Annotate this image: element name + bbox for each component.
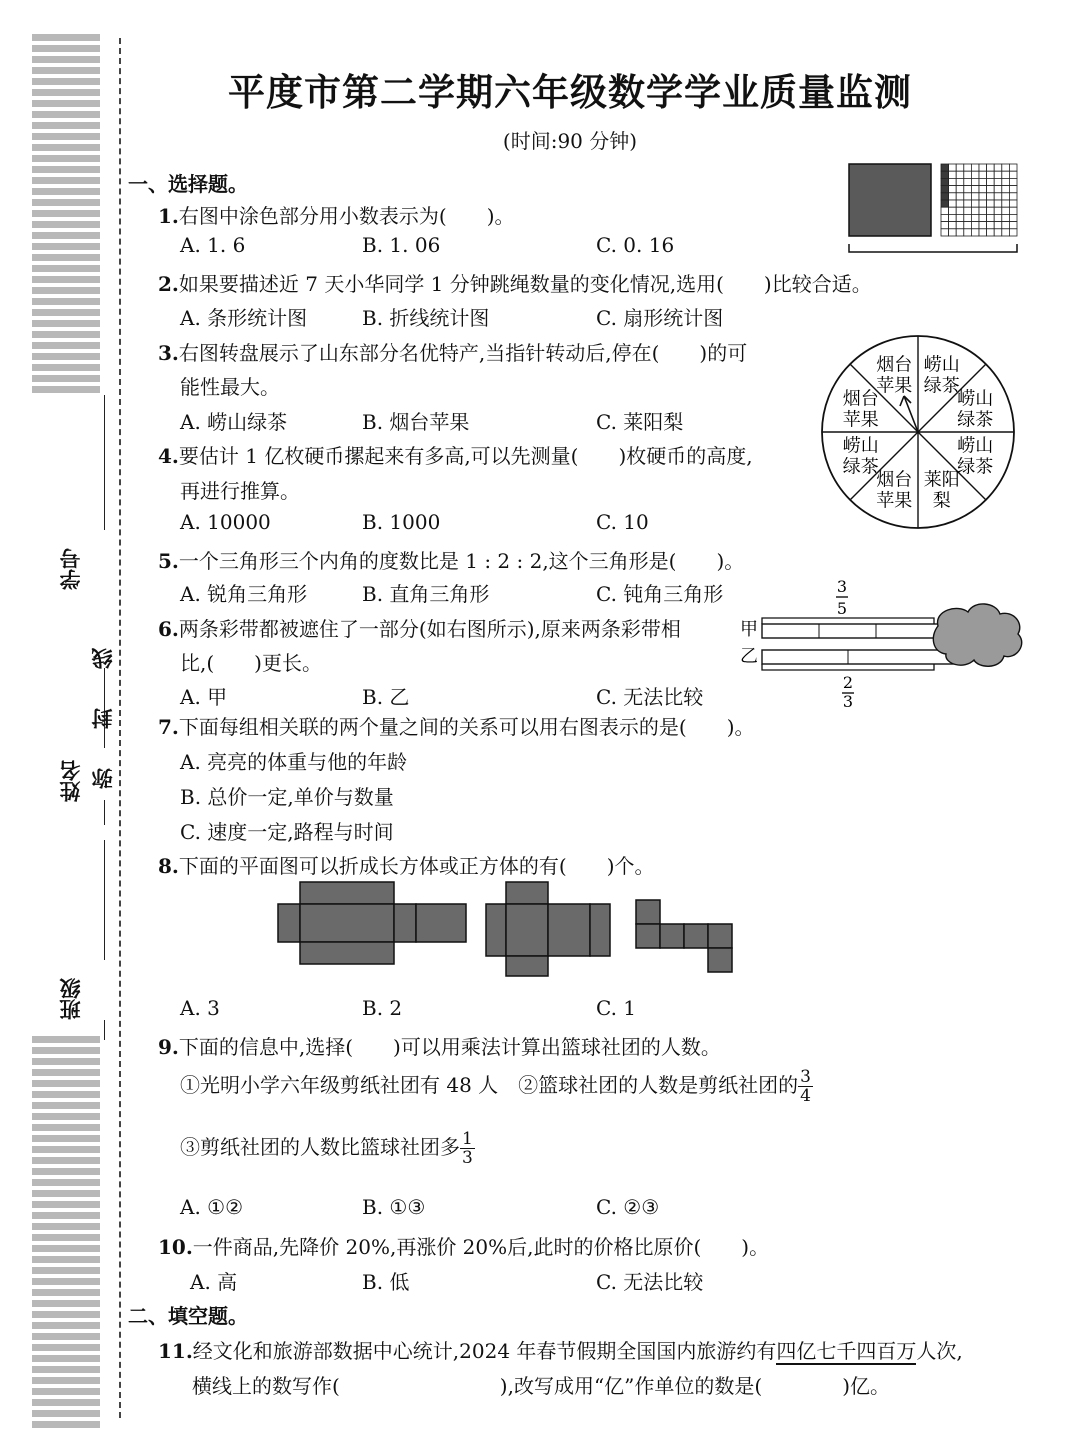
grid-cell (979, 178, 987, 185)
jia-label: 甲 (740, 619, 758, 640)
spinner-sector-label: 崂山 (957, 435, 994, 457)
grid-cell (994, 178, 1002, 185)
seal-feng: 封 (90, 708, 115, 729)
grid-cell (956, 171, 964, 178)
grid-cell (987, 222, 995, 229)
grid-cell (941, 222, 949, 229)
q9-option-b: B. ①③ (362, 1195, 426, 1219)
q6-option-a: A. 甲 (180, 685, 228, 709)
q10-option-a: A. 高 (190, 1270, 238, 1294)
q9-info-row1 (180, 1068, 813, 1105)
grid-cell (994, 229, 1002, 236)
question-8: 8.下面的平面图可以折成长方体或正方体的有( )个。 (158, 854, 655, 878)
q9-option-a: A. ①② (180, 1195, 244, 1219)
grid-cell (956, 222, 964, 229)
grid-cell (964, 214, 972, 221)
hundred-grid (941, 164, 1017, 236)
question-4-cont: 再进行推算。 (180, 479, 300, 503)
q3-option-a: A. 崂山绿茶 (180, 410, 288, 434)
grid-cell (1002, 200, 1010, 207)
q1-option-c: C. 0. 16 (596, 233, 675, 257)
grid-cell (987, 229, 995, 236)
page-title: 平度市第二学期六年级数学学业质量监测 (228, 70, 912, 114)
q3-option-c: C. 莱阳梨 (596, 410, 684, 434)
grid-cell-shaded (941, 164, 949, 171)
binding-dashed-line (119, 38, 121, 1418)
q1-option-a: A. 1. 6 (180, 233, 246, 257)
question-5: 5.一个三角形三个内角的度数比是 1 : 2 : 2,这个三角形是( )。 (158, 549, 745, 573)
grid-cell (1002, 186, 1010, 193)
margin-stripes-bottom (32, 1036, 100, 1432)
q11-underlined-number: 四亿七千四百万 (776, 1339, 917, 1363)
grid-cell-shaded (941, 178, 949, 185)
grid-cell (979, 164, 987, 171)
grid-cell (956, 164, 964, 171)
grid-cell (949, 178, 957, 185)
grid-cell (971, 164, 979, 171)
ribbon-figure (738, 574, 1028, 708)
question-2: 2.如果要描述近 7 天小华同学 1 分钟跳绳数量的变化情况,选用( )比较合适。 (158, 272, 872, 296)
question-4: 4.要估计 1 亿枚硬币摞起来有多高,可以先测量( )枚硬币的高度, (158, 444, 753, 468)
cube-nets (276, 880, 746, 980)
grid-cell (994, 207, 1002, 214)
grid-cell (949, 222, 957, 229)
grid-cell (1009, 207, 1017, 214)
grid-cell (956, 186, 964, 193)
q6-option-b: B. 乙 (362, 685, 410, 709)
seal-xian: 线 (90, 648, 115, 669)
spinner-sector-label: 梨 (932, 490, 951, 512)
spinner-sector-label: 绿茶 (957, 456, 994, 478)
grid-cell (1002, 229, 1010, 236)
grid-cell (987, 164, 995, 171)
grid-figure (845, 160, 1027, 260)
yi-brace (762, 664, 934, 670)
yi-frac-den: 3 (842, 692, 854, 708)
grid-cell (941, 214, 949, 221)
grid-cell (1009, 178, 1017, 185)
banji-blank (104, 1020, 105, 1040)
section1-heading: 一、选择题。 (128, 172, 248, 196)
grid-cell (1009, 222, 1017, 229)
q2-option-c: C. 扇形统计图 (596, 306, 724, 330)
grid-cell (994, 214, 1002, 221)
grid-cell (971, 186, 979, 193)
grid-cell (971, 193, 979, 200)
q4-option-b: B. 1000 (362, 510, 441, 534)
q9-info-3: ③剪纸社团的人数比篮球社团多 (180, 1135, 460, 1159)
grid-cell (964, 207, 972, 214)
grid-cell (987, 171, 995, 178)
grid-cell (956, 200, 964, 207)
grid-cell (964, 193, 972, 200)
grid-cell (964, 186, 972, 193)
grid-cell (987, 178, 995, 185)
margin-line-2 (104, 800, 105, 825)
grid-cell (994, 222, 1002, 229)
grid-cell (979, 229, 987, 236)
q9-info-2: ②篮球社团的人数是剪纸社团的 (518, 1073, 799, 1097)
grid-cell (956, 229, 964, 236)
spinner-sector-label: 绿茶 (957, 409, 994, 431)
q4-option-c: C. 10 (596, 510, 649, 534)
q1-option-b: B. 1. 06 (362, 233, 441, 257)
grid-cell (971, 222, 979, 229)
grid-cell (971, 200, 979, 207)
grid-cell (941, 229, 949, 236)
grid-cell (994, 186, 1002, 193)
spinner-sector-label: 莱阳 (923, 469, 960, 491)
grid-cell (987, 207, 995, 214)
grid-cell (949, 214, 957, 221)
grid-cell (949, 164, 957, 171)
grid-cell-shaded (941, 186, 949, 193)
spinner-sector-label: 苹果 (876, 490, 913, 512)
grid-cell (964, 178, 972, 185)
grid-cell (971, 214, 979, 221)
grid-cell (1002, 164, 1010, 171)
grid-cell (964, 229, 972, 236)
q10-option-c: C. 无法比较 (596, 1270, 704, 1294)
q5-option-c: C. 钝角三角形 (596, 582, 724, 606)
grid-cell (987, 214, 995, 221)
grid-cell (1002, 222, 1010, 229)
grid-cell (1009, 193, 1017, 200)
q3-option-b: B. 烟台苹果 (362, 410, 470, 434)
grid-cell (979, 207, 987, 214)
grid-cell (1009, 171, 1017, 178)
yi-label: 乙 (740, 646, 758, 667)
spinner-sector-label: 苹果 (842, 409, 879, 431)
spinner-sector-label: 崂山 (842, 435, 879, 457)
grid-cell (956, 193, 964, 200)
seal-mi: 弥 (90, 768, 115, 789)
q7-option-c: C. 速度一定,路程与时间 (180, 820, 394, 844)
grid-cell (949, 200, 957, 207)
grid-cell (949, 193, 957, 200)
net-2 (486, 882, 610, 976)
yi-frac-num: 2 (842, 673, 854, 692)
grid-cell (956, 178, 964, 185)
grid-cell (971, 229, 979, 236)
grid-cell (949, 207, 957, 214)
grid-cell (1002, 178, 1010, 185)
question-6-cont: 比,( )更长。 (180, 651, 322, 675)
q4-option-a: A. 10000 (180, 510, 271, 534)
xuehao-blank (104, 395, 105, 530)
grid-cell (1002, 214, 1010, 221)
xingming-label: 姓名 (58, 760, 83, 802)
grid-cell (971, 207, 979, 214)
grid-cell (1002, 171, 1010, 178)
grid-cell-shaded (941, 171, 949, 178)
grid-cell (979, 186, 987, 193)
spinner-sector-label: 烟台 (842, 388, 879, 410)
grid-cell (979, 214, 987, 221)
q6-option-c: C. 无法比较 (596, 685, 704, 709)
spinner-sector-label: 烟台 (876, 354, 913, 376)
q8-option-c: C. 1 (596, 996, 637, 1020)
q10-option-b: B. 低 (362, 1270, 410, 1294)
jia-frac-den: 5 (836, 599, 848, 618)
grid-cell (1002, 193, 1010, 200)
grid-cell (994, 193, 1002, 200)
spinner-sector-label: 绿茶 (923, 375, 960, 397)
net-1 (278, 882, 466, 964)
question-6: 6.两条彩带都被遮住了一部分(如右图所示),原来两条彩带相 (158, 617, 681, 641)
grid-cell (994, 171, 1002, 178)
jia-frac-num: 3 (836, 577, 848, 596)
grid-cell (971, 171, 979, 178)
question-11: 11.经文化和旅游部数据中心统计,2024 年春节假期全国国内旅游约有四亿七千四百万人次, (158, 1339, 963, 1363)
ribbon-yi (762, 650, 958, 664)
question-1: 1.右图中涂色部分用小数表示为( )。 (158, 204, 515, 228)
grid-cell (949, 186, 957, 193)
grid-cell (949, 171, 957, 178)
spinner-sector-label: 崂山 (923, 354, 960, 376)
grid-cell (1009, 200, 1017, 207)
grid-cell (1009, 214, 1017, 221)
ribbon-jia (762, 624, 958, 638)
q5-option-b: B. 直角三角形 (362, 582, 490, 606)
grid-cell (956, 214, 964, 221)
spinner-sector-label: 绿茶 (842, 456, 879, 478)
q5-option-a: A. 锐角三角形 (180, 582, 308, 606)
question-3: 3.右图转盘展示了山东部分名优特产,当指针转动后,停在( )的可 (158, 341, 748, 365)
q9-frac-3-4: $\frac{3}{4}$ (800, 1067, 811, 1106)
time-note: (时间:90 分钟) (502, 129, 638, 153)
q9-info-row2 (180, 1130, 475, 1167)
grid-cell (987, 193, 995, 200)
q9-option-c: C. ②③ (596, 1195, 660, 1219)
grid-cell (979, 171, 987, 178)
question-7: 7.下面每组相关联的两个量之间的关系可以用右图表示的是( )。 (158, 715, 755, 739)
grid-cell (987, 186, 995, 193)
section2-heading: 二、填空题。 (128, 1304, 248, 1328)
grid-cell (964, 171, 972, 178)
grid-cell (994, 200, 1002, 207)
grid-cell (1009, 164, 1017, 171)
grid-brace (849, 244, 1017, 252)
grid-cell (987, 200, 995, 207)
grid-cell (971, 178, 979, 185)
grid-cell (1009, 229, 1017, 236)
grid-cell-shaded (941, 200, 949, 207)
grid-cell (979, 222, 987, 229)
q7-option-a: A. 亮亮的体重与他的年龄 (180, 750, 408, 774)
banji-label: 班级 (58, 978, 83, 1020)
grid-cell (964, 200, 972, 207)
shaded-unit-square (849, 164, 931, 236)
q9-frac-1-3: $\frac{1}{3}$ (462, 1129, 473, 1168)
spinner-sector-label: 苹果 (876, 375, 913, 397)
grid-cell (979, 193, 987, 200)
spinner-figure (818, 334, 1018, 530)
grid-cell (994, 164, 1002, 171)
q2-option-b: B. 折线统计图 (362, 306, 490, 330)
spinner-sector-label: 崂山 (957, 388, 994, 410)
grid-cell-shaded (941, 193, 949, 200)
spinner-sector-label: 烟台 (876, 469, 913, 491)
jia-brace (762, 618, 934, 624)
q8-option-a: A. 3 (180, 996, 220, 1020)
grid-cell (941, 207, 949, 214)
cloud-cover (933, 604, 1021, 666)
grid-cell (964, 164, 972, 171)
question-11-cont: 横线上的数写作( ),改写成用“亿”作单位的数是( )亿。 (192, 1374, 891, 1398)
q8-option-b: B. 2 (362, 996, 403, 1020)
q2-option-a: A. 条形统计图 (180, 306, 308, 330)
question-10: 10.一件商品,先降价 20%,再涨价 20%后,此时的价格比原价( )。 (158, 1235, 770, 1259)
net-3 (636, 900, 732, 972)
xingming-blank (104, 840, 105, 960)
question-9: 9.下面的信息中,选择( )可以用乘法计算出篮球社团的人数。 (158, 1035, 721, 1059)
grid-cell (1009, 186, 1017, 193)
grid-cell (949, 229, 957, 236)
q7-option-b: B. 总价一定,单价与数量 (180, 785, 394, 809)
question-3-cont: 能性最大。 (180, 375, 280, 399)
xuehao-label: 学号 (58, 548, 83, 590)
grid-cell (979, 200, 987, 207)
grid-cell (956, 207, 964, 214)
grid-cell (1002, 207, 1010, 214)
q9-info-1: ①光明小学六年级剪纸社团有 48 人 (180, 1073, 499, 1097)
grid-cell (964, 222, 972, 229)
